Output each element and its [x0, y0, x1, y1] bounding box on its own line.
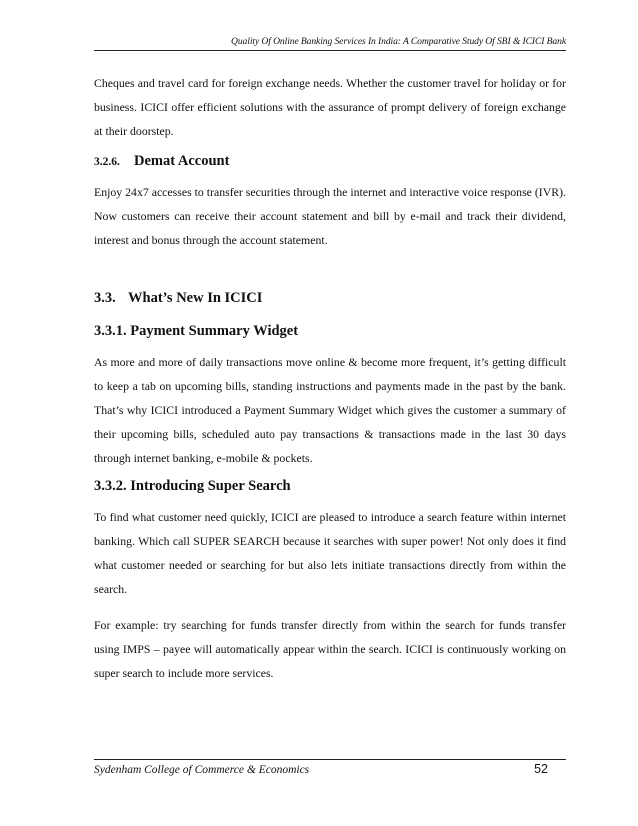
whats-new-heading: [94, 290, 566, 307]
running-header: Quality Of Online Banking Services In India: A Comparative Study Of SBI & ICICI Bank: [231, 36, 566, 47]
footer-college: Sydenham College of Commerce & Economics: [94, 764, 310, 776]
page-body: [94, 71, 566, 685]
page-footer: [94, 762, 566, 776]
super-search-paragraph-1: To find what customer need quickly, ICICI are pleased to introduce a search feature within internet banking. Which call SUPER SEARCH because it searches with super power! Not only does it find what customer needed or searching for but also lets initiate transactions directly from within the search.: [94, 510, 566, 596]
payment-widget-heading: 3.3.1. Payment Summary Widget: [94, 323, 299, 339]
demat-heading-title: Demat Account: [134, 153, 230, 169]
page-number: 52: [534, 762, 548, 776]
super-search-heading: 3.3.2. Introducing Super Search: [94, 478, 291, 494]
header-rule: [94, 50, 566, 51]
super-search-paragraph-2: For example: try searching for funds transfer directly from within the search for funds transfer using IMPS – payee will automatically appear within the search. ICICI is continuously working on super search to include more services.: [94, 618, 566, 680]
intro-paragraph: Cheques and travel card for foreign exchange needs. Whether the customer travel for holiday or for business. ICICI offer efficient solutions with the assurance of prompt delivery of foreign exchange at their doorstep.: [94, 76, 566, 138]
demat-heading-number: 3.2.6.: [94, 156, 120, 168]
whats-new-number: 3.3.: [94, 290, 116, 306]
demat-heading: [94, 153, 566, 170]
footer-rule: [94, 759, 566, 760]
demat-paragraph: Enjoy 24x7 accesses to transfer securities through the internet and interactive voice response (IVR). Now customers can receive their account statement and bill by e-mail and track their dividend, interest and bonus through the account statement.: [94, 185, 566, 247]
payment-widget-paragraph: As more and more of daily transactions move online & become more frequent, it’s getting difficult to keep a tab on upcoming bills, standing instructions and payments made in the past by the bank. That’s why ICICI introduced a Payment Summary Widget which gives the customer a summary of their upcoming bills, scheduled auto pay transactions & transactions made in the last 30 days through internet banking, e-mobile & pockets.: [94, 355, 566, 465]
whats-new-title: What’s New In ICICI: [128, 290, 263, 306]
